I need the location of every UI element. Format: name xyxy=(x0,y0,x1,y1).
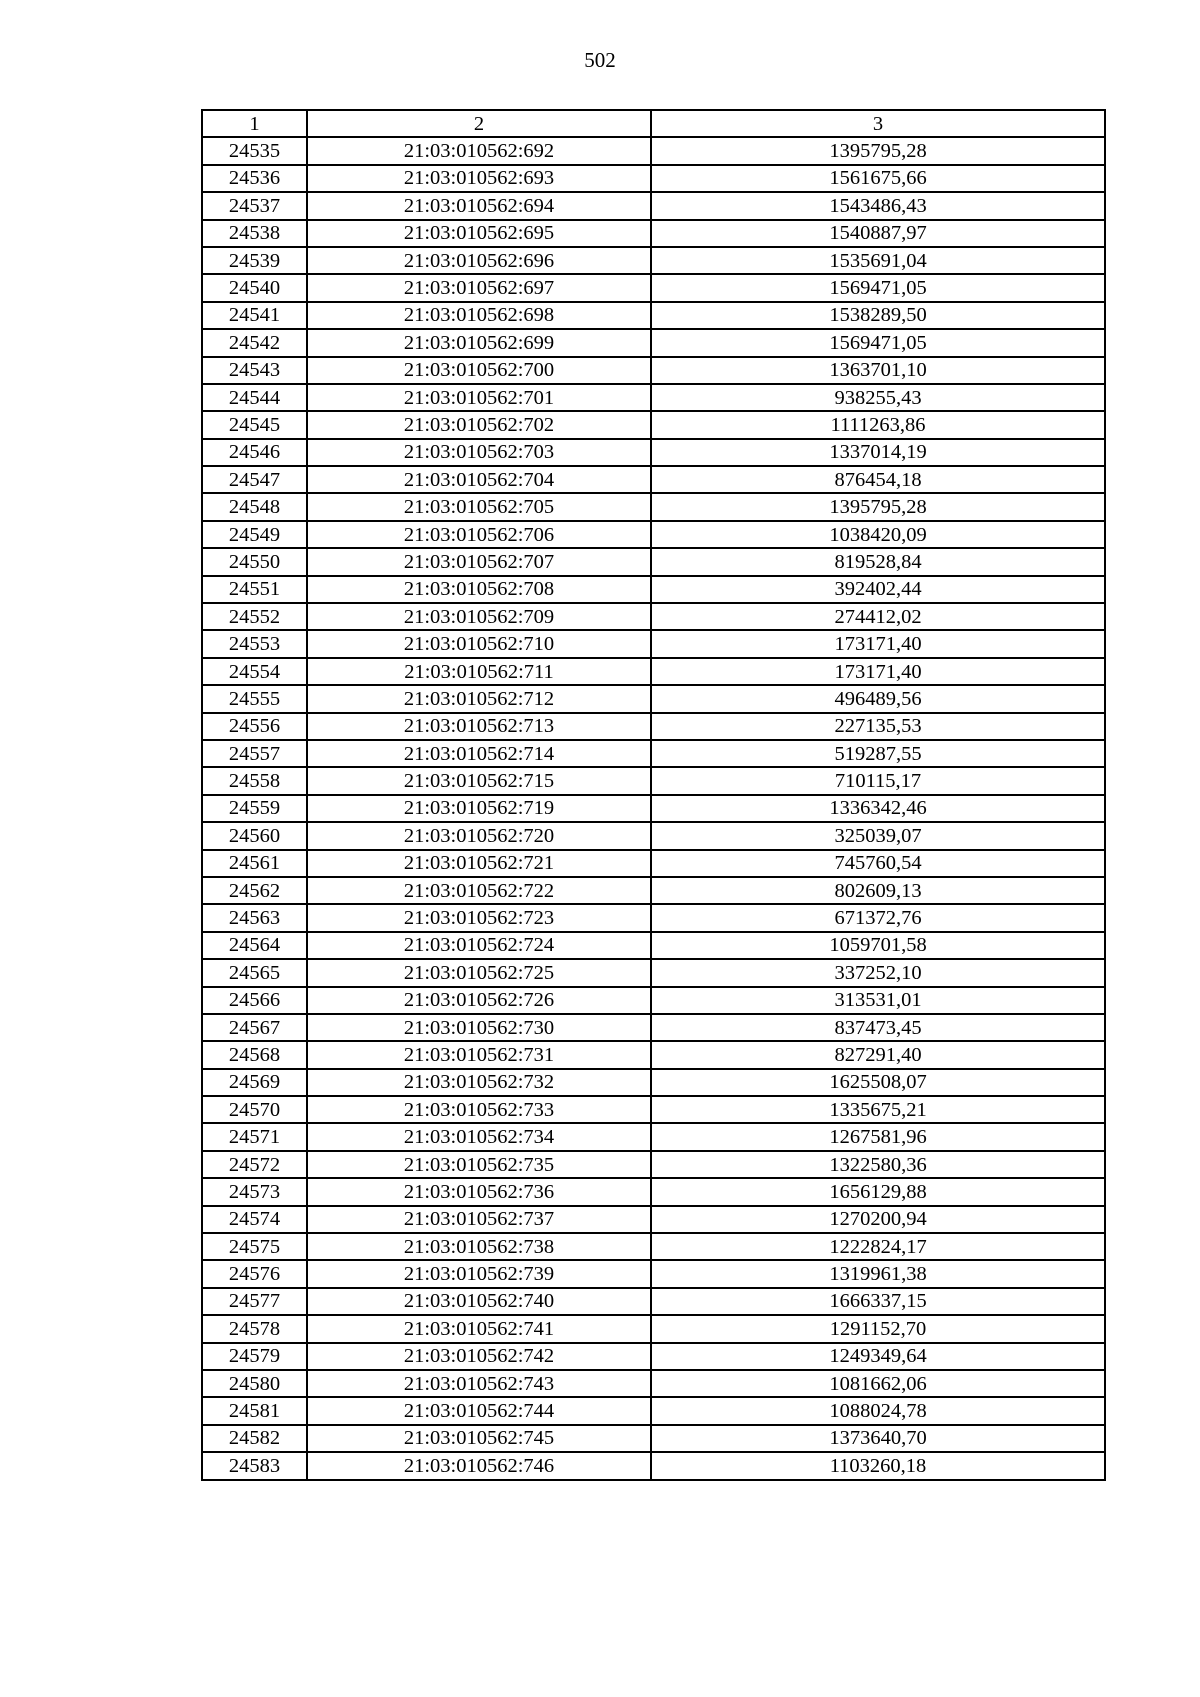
cadastral-number-cell: 21:03:010562:741 xyxy=(307,1315,651,1342)
value-cell: 1561675,66 xyxy=(651,165,1105,192)
table-row xyxy=(202,493,1105,520)
row-number-cell: 24542 xyxy=(202,329,307,356)
row-number-cell: 24582 xyxy=(202,1425,307,1452)
row-number-cell: 24573 xyxy=(202,1178,307,1205)
row-number-cell: 24540 xyxy=(202,274,307,301)
value-cell: 1291152,70 xyxy=(651,1315,1105,1342)
row-number-cell: 24538 xyxy=(202,220,307,247)
row-number-cell: 24568 xyxy=(202,1041,307,1068)
value-cell: 392402,44 xyxy=(651,576,1105,603)
cadastral-number-cell: 21:03:010562:705 xyxy=(307,493,651,520)
row-number-cell: 24555 xyxy=(202,685,307,712)
cadastral-number-cell: 21:03:010562:714 xyxy=(307,740,651,767)
value-cell: 1249349,64 xyxy=(651,1343,1105,1370)
value-cell: 1103260,18 xyxy=(651,1452,1105,1479)
table-row xyxy=(202,1014,1105,1041)
table-row xyxy=(202,685,1105,712)
cadastral-number-cell: 21:03:010562:696 xyxy=(307,247,651,274)
row-number-cell: 24547 xyxy=(202,466,307,493)
row-number-cell: 24571 xyxy=(202,1123,307,1150)
cadastral-number-cell: 21:03:010562:743 xyxy=(307,1370,651,1397)
cadastral-number-cell: 21:03:010562:732 xyxy=(307,1069,651,1096)
value-cell: 496489,56 xyxy=(651,685,1105,712)
row-number-cell: 24567 xyxy=(202,1014,307,1041)
value-cell: 519287,55 xyxy=(651,740,1105,767)
cadastral-number-cell: 21:03:010562:712 xyxy=(307,685,651,712)
value-cell: 710115,17 xyxy=(651,767,1105,794)
row-number-cell: 24577 xyxy=(202,1288,307,1315)
row-number-cell: 24572 xyxy=(202,1151,307,1178)
table-row xyxy=(202,411,1105,438)
table-row xyxy=(202,1343,1105,1370)
table-row xyxy=(202,1069,1105,1096)
table-row xyxy=(202,795,1105,822)
value-cell: 1319961,38 xyxy=(651,1260,1105,1287)
value-cell: 1337014,19 xyxy=(651,439,1105,466)
row-number-cell: 24581 xyxy=(202,1397,307,1424)
cadastral-number-cell: 21:03:010562:739 xyxy=(307,1260,651,1287)
cadastral-number-cell: 21:03:010562:721 xyxy=(307,850,651,877)
table-row xyxy=(202,1206,1105,1233)
cadastral-number-cell: 21:03:010562:701 xyxy=(307,384,651,411)
table-row xyxy=(202,1397,1105,1424)
table-row xyxy=(202,713,1105,740)
cadastral-number-cell: 21:03:010562:733 xyxy=(307,1096,651,1123)
table-row xyxy=(202,1260,1105,1287)
value-cell: 1569471,05 xyxy=(651,274,1105,301)
row-number-cell: 24539 xyxy=(202,247,307,274)
table-row xyxy=(202,165,1105,192)
cadastral-number-cell: 21:03:010562:735 xyxy=(307,1151,651,1178)
cadastral-number-cell: 21:03:010562:738 xyxy=(307,1233,651,1260)
value-cell: 1111263,86 xyxy=(651,411,1105,438)
value-cell: 1267581,96 xyxy=(651,1123,1105,1150)
value-cell: 1625508,07 xyxy=(651,1069,1105,1096)
cadastral-number-cell: 21:03:010562:698 xyxy=(307,302,651,329)
table-row xyxy=(202,1233,1105,1260)
cadastral-number-cell: 21:03:010562:704 xyxy=(307,466,651,493)
row-number-cell: 24583 xyxy=(202,1452,307,1479)
row-number-cell: 24556 xyxy=(202,713,307,740)
table-row xyxy=(202,548,1105,575)
row-number-cell: 24564 xyxy=(202,932,307,959)
cadastral-number-cell: 21:03:010562:711 xyxy=(307,658,651,685)
value-cell: 1322580,36 xyxy=(651,1151,1105,1178)
row-number-cell: 24548 xyxy=(202,493,307,520)
row-number-cell: 24546 xyxy=(202,439,307,466)
cadastral-number-cell: 21:03:010562:702 xyxy=(307,411,651,438)
cadastral-number-cell: 21:03:010562:695 xyxy=(307,220,651,247)
table-header xyxy=(202,110,1105,137)
value-cell: 1666337,15 xyxy=(651,1288,1105,1315)
table-row xyxy=(202,1425,1105,1452)
cadastral-number-cell: 21:03:010562:703 xyxy=(307,439,651,466)
table-row xyxy=(202,466,1105,493)
value-cell: 325039,07 xyxy=(651,822,1105,849)
row-number-cell: 24569 xyxy=(202,1069,307,1096)
table-row xyxy=(202,904,1105,931)
row-number-cell: 24551 xyxy=(202,576,307,603)
cadastral-number-cell: 21:03:010562:731 xyxy=(307,1041,651,1068)
value-cell: 1059701,58 xyxy=(651,932,1105,959)
page-number: 502 xyxy=(584,48,616,72)
table-row xyxy=(202,658,1105,685)
row-number-cell: 24553 xyxy=(202,630,307,657)
value-cell: 1373640,70 xyxy=(651,1425,1105,1452)
value-cell: 1363701,10 xyxy=(651,357,1105,384)
cadastral-number-cell: 21:03:010562:707 xyxy=(307,548,651,575)
cadastral-number-cell: 21:03:010562:708 xyxy=(307,576,651,603)
value-cell: 1270200,94 xyxy=(651,1206,1105,1233)
column-header: 2 xyxy=(307,110,651,137)
row-number-cell: 24557 xyxy=(202,740,307,767)
value-cell: 313531,01 xyxy=(651,987,1105,1014)
row-number-cell: 24544 xyxy=(202,384,307,411)
value-cell: 1081662,06 xyxy=(651,1370,1105,1397)
cadastral-number-cell: 21:03:010562:724 xyxy=(307,932,651,959)
row-number-cell: 24554 xyxy=(202,658,307,685)
value-cell: 827291,40 xyxy=(651,1041,1105,1068)
cadastral-number-cell: 21:03:010562:697 xyxy=(307,274,651,301)
cadastral-number-cell: 21:03:010562:713 xyxy=(307,713,651,740)
value-cell: 1535691,04 xyxy=(651,247,1105,274)
value-cell: 1335675,21 xyxy=(651,1096,1105,1123)
value-cell: 173171,40 xyxy=(651,630,1105,657)
row-number-cell: 24543 xyxy=(202,357,307,384)
table-row xyxy=(202,384,1105,411)
row-number-cell: 24574 xyxy=(202,1206,307,1233)
row-number-cell: 24580 xyxy=(202,1370,307,1397)
table-row xyxy=(202,822,1105,849)
cadastral-number-cell: 21:03:010562:725 xyxy=(307,959,651,986)
cadastral-number-cell: 21:03:010562:694 xyxy=(307,192,651,219)
table-row xyxy=(202,850,1105,877)
value-cell: 1395795,28 xyxy=(651,137,1105,164)
table-row xyxy=(202,959,1105,986)
cadastral-number-cell: 21:03:010562:706 xyxy=(307,521,651,548)
table-row xyxy=(202,767,1105,794)
table-row xyxy=(202,1315,1105,1342)
table-row xyxy=(202,740,1105,767)
value-cell: 1538289,50 xyxy=(651,302,1105,329)
table-row xyxy=(202,357,1105,384)
cadastral-number-cell: 21:03:010562:693 xyxy=(307,165,651,192)
table-row xyxy=(202,1452,1105,1479)
cadastral-number-cell: 21:03:010562:742 xyxy=(307,1343,651,1370)
value-cell: 671372,76 xyxy=(651,904,1105,931)
row-number-cell: 24566 xyxy=(202,987,307,1014)
value-cell: 1088024,78 xyxy=(651,1397,1105,1424)
row-number-cell: 24558 xyxy=(202,767,307,794)
row-number-cell: 24550 xyxy=(202,548,307,575)
cadastral-number-cell: 21:03:010562:715 xyxy=(307,767,651,794)
value-cell: 745760,54 xyxy=(651,850,1105,877)
row-number-cell: 24578 xyxy=(202,1315,307,1342)
table-row xyxy=(202,987,1105,1014)
cadastral-number-cell: 21:03:010562:719 xyxy=(307,795,651,822)
row-number-cell: 24561 xyxy=(202,850,307,877)
table-row xyxy=(202,1288,1105,1315)
row-number-cell: 24536 xyxy=(202,165,307,192)
cadastral-number-cell: 21:03:010562:726 xyxy=(307,987,651,1014)
table-row xyxy=(202,1041,1105,1068)
row-number-cell: 24537 xyxy=(202,192,307,219)
table-body xyxy=(202,137,1105,1479)
cadastral-number-cell: 21:03:010562:745 xyxy=(307,1425,651,1452)
row-number-cell: 24541 xyxy=(202,302,307,329)
row-number-cell: 24565 xyxy=(202,959,307,986)
value-cell: 337252,10 xyxy=(651,959,1105,986)
table-row xyxy=(202,1151,1105,1178)
cadastral-number-cell: 21:03:010562:734 xyxy=(307,1123,651,1150)
table-row xyxy=(202,521,1105,548)
table-row xyxy=(202,220,1105,247)
row-number-cell: 24576 xyxy=(202,1260,307,1287)
column-header: 1 xyxy=(202,110,307,137)
value-cell: 1222824,17 xyxy=(651,1233,1105,1260)
table-row xyxy=(202,247,1105,274)
row-number-cell: 24563 xyxy=(202,904,307,931)
row-number-cell: 24560 xyxy=(202,822,307,849)
value-cell: 876454,18 xyxy=(651,466,1105,493)
table-row xyxy=(202,137,1105,164)
value-cell: 1395795,28 xyxy=(651,493,1105,520)
cadastral-number-cell: 21:03:010562:709 xyxy=(307,603,651,630)
row-number-cell: 24562 xyxy=(202,877,307,904)
value-cell: 274412,02 xyxy=(651,603,1105,630)
table-row xyxy=(202,576,1105,603)
cadastral-number-cell: 21:03:010562:723 xyxy=(307,904,651,931)
column-header: 3 xyxy=(651,110,1105,137)
table-row xyxy=(202,1370,1105,1397)
data-table xyxy=(201,109,1106,1481)
cadastral-number-cell: 21:03:010562:737 xyxy=(307,1206,651,1233)
table-row xyxy=(202,329,1105,356)
table-row xyxy=(202,274,1105,301)
header-row xyxy=(202,110,1105,137)
cadastral-number-cell: 21:03:010562:744 xyxy=(307,1397,651,1424)
table-row xyxy=(202,1123,1105,1150)
cadastral-number-cell: 21:03:010562:692 xyxy=(307,137,651,164)
table-row xyxy=(202,1096,1105,1123)
row-number-cell: 24549 xyxy=(202,521,307,548)
value-cell: 1038420,09 xyxy=(651,521,1105,548)
row-number-cell: 24535 xyxy=(202,137,307,164)
value-cell: 173171,40 xyxy=(651,658,1105,685)
value-cell: 819528,84 xyxy=(651,548,1105,575)
cadastral-number-cell: 21:03:010562:720 xyxy=(307,822,651,849)
value-cell: 938255,43 xyxy=(651,384,1105,411)
value-cell: 1569471,05 xyxy=(651,329,1105,356)
row-number-cell: 24570 xyxy=(202,1096,307,1123)
table-row xyxy=(202,1178,1105,1205)
cadastral-number-cell: 21:03:010562:699 xyxy=(307,329,651,356)
value-cell: 802609,13 xyxy=(651,877,1105,904)
value-cell: 1336342,46 xyxy=(651,795,1105,822)
table-row xyxy=(202,439,1105,466)
table-row xyxy=(202,932,1105,959)
table-row xyxy=(202,630,1105,657)
row-number-cell: 24575 xyxy=(202,1233,307,1260)
table-row xyxy=(202,877,1105,904)
table-row xyxy=(202,302,1105,329)
cadastral-number-cell: 21:03:010562:722 xyxy=(307,877,651,904)
row-number-cell: 24559 xyxy=(202,795,307,822)
value-cell: 1656129,88 xyxy=(651,1178,1105,1205)
cadastral-number-cell: 21:03:010562:736 xyxy=(307,1178,651,1205)
row-number-cell: 24552 xyxy=(202,603,307,630)
cadastral-number-cell: 21:03:010562:730 xyxy=(307,1014,651,1041)
table-row xyxy=(202,192,1105,219)
row-number-cell: 24545 xyxy=(202,411,307,438)
value-cell: 1540887,97 xyxy=(651,220,1105,247)
cadastral-number-cell: 21:03:010562:710 xyxy=(307,630,651,657)
row-number-cell: 24579 xyxy=(202,1343,307,1370)
cadastral-number-cell: 21:03:010562:740 xyxy=(307,1288,651,1315)
cadastral-number-cell: 21:03:010562:700 xyxy=(307,357,651,384)
value-cell: 227135,53 xyxy=(651,713,1105,740)
value-cell: 1543486,43 xyxy=(651,192,1105,219)
table-row xyxy=(202,603,1105,630)
cadastral-number-cell: 21:03:010562:746 xyxy=(307,1452,651,1479)
value-cell: 837473,45 xyxy=(651,1014,1105,1041)
